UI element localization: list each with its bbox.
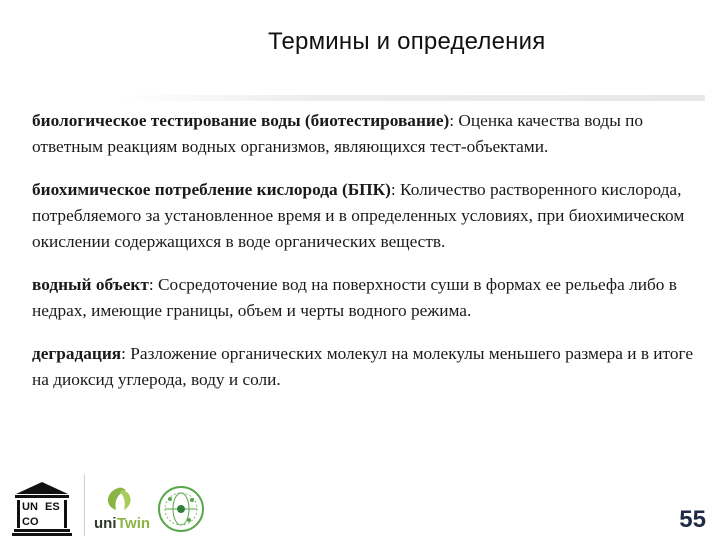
term-entry (32, 341, 697, 393)
footer-divider (84, 474, 85, 536)
svg-text:ES: ES (45, 501, 60, 513)
terms-list (32, 108, 697, 410)
page-number: 55 (679, 506, 706, 533)
term-entry (32, 272, 697, 324)
unitwin-logo (92, 484, 154, 534)
term-definition: : Оценка качества воды по ответным реакциям водных организмов, являющихся тест-объектами. (32, 111, 644, 156)
svg-text:Twin: Twin (117, 515, 151, 532)
term-name: деградация (32, 344, 122, 363)
unesco-letters-top: UN (22, 501, 38, 513)
network-logo (156, 484, 206, 534)
term-name: водный объект (32, 275, 149, 294)
term-entry (32, 108, 697, 160)
term-name: биохимическое потребление кислорода (БПК) (32, 180, 391, 199)
svg-text:uni: uni (94, 515, 117, 532)
network-globe-icon (156, 484, 206, 534)
unesco-temple-icon (12, 480, 72, 536)
slide-title: Термины и определения (268, 28, 546, 55)
term-name: биологическое тестирование воды (биотестирование) (32, 111, 450, 130)
unitwin-leaf-icon (92, 484, 154, 534)
term-entry (32, 177, 697, 255)
svg-text:CO: CO (22, 516, 39, 528)
term-definition: : Количество растворенного кислорода, потребляемого за установленное время и в определенных условиях, при биохимическом окислении содержащихся в воде органических веществ. (32, 180, 685, 251)
unesco-logo (12, 480, 72, 536)
title-underline (120, 95, 705, 101)
term-definition: : Сосредоточение вод на поверхности суши в формах ее рельефа либо в недрах, имеющие границы, объем и черты водного режима. (32, 275, 677, 320)
term-definition: : Разложение органических молекул на молекулы меньшего размера и в итоге на диоксид углерода, воду и соли. (32, 344, 694, 389)
